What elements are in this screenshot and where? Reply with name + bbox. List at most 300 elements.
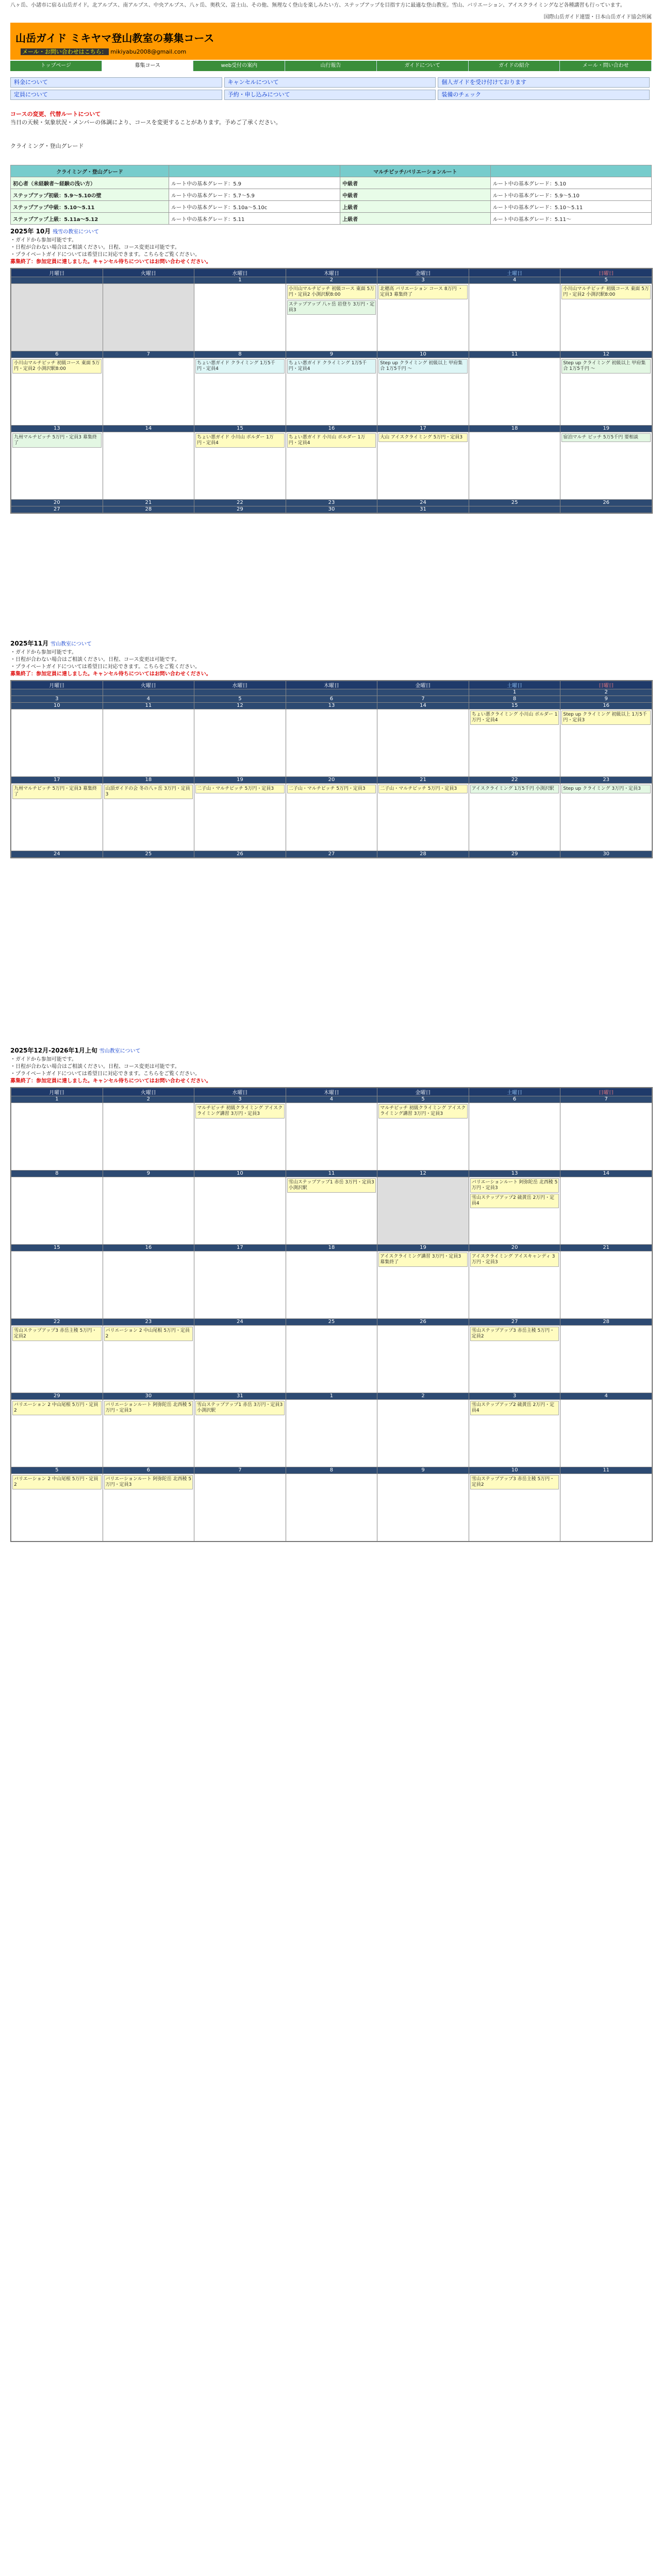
subnav-private[interactable]: 個人ガイドを受け付けております (438, 77, 650, 88)
grade-head-1: クライミング・登山グレード (11, 165, 169, 177)
event-card[interactable]: 小川山マルチピッチ 初級コース 東面 5万円・定員2 小渕沢駅8:00 (12, 359, 102, 374)
event-card[interactable]: Step up クライミング 初級以上 甲府集合 1万5千円 〜 (378, 359, 468, 374)
day-cell (11, 1326, 103, 1393)
day-cell (286, 784, 377, 851)
day-num: 7 (560, 1096, 652, 1103)
day-cell (103, 358, 194, 426)
day-num: 8 (11, 1171, 103, 1177)
day-num: 4 (103, 696, 194, 703)
day-num: 9 (286, 351, 377, 358)
event-card[interactable]: Step up クライミング 3万円・定員3 (561, 785, 651, 793)
dow-cell: 土曜日 (469, 1088, 560, 1096)
day-cell (194, 1251, 286, 1319)
day-num: 5 (194, 696, 286, 703)
day-num: 27 (286, 851, 377, 858)
nav-item-web[interactable]: web受付の案内 (193, 61, 285, 71)
day-cell (11, 1251, 103, 1319)
day-cell (286, 1103, 377, 1171)
day-num: 17 (194, 1245, 286, 1251)
day-cell (103, 1103, 194, 1171)
event-card[interactable]: バリエーション 2 中山尾根 5万円・定員2 (104, 1327, 193, 1341)
event-card[interactable]: 九州マルチピッチ 5万円・定員3 募集終了 (12, 785, 102, 799)
day-num: 24 (377, 500, 469, 506)
grade-head-3: マルチピッチ/バリエーションルート (340, 165, 491, 177)
day-cell (194, 1400, 286, 1467)
event-card[interactable]: 小川山マルチピッチ 初級コース 東面 5万円・定員2 小渕沢駅8:00 (561, 285, 651, 299)
day-num: 6 (103, 1467, 194, 1474)
dow-cell: 木曜日 (286, 269, 377, 277)
grade-heading: クライミング・登山グレード (10, 143, 84, 149)
site-header (10, 23, 652, 60)
day-cell (194, 1474, 286, 1541)
day-num: 7 (103, 351, 194, 358)
day-num: 4 (286, 1096, 377, 1103)
day-cell (469, 709, 560, 777)
banner-affiliation: 国際山岳ガイド連盟・日本山岳ガイド協会所属 (543, 14, 652, 20)
grade-cell: ルート中の基本グレード：5.9〜5.10 (490, 189, 651, 201)
day-num: 30 (286, 506, 377, 513)
day-cell (11, 1400, 103, 1467)
dow-cell: 月曜日 (11, 681, 103, 689)
subnav-cancel[interactable]: キャンセルについて (224, 77, 436, 88)
event-card[interactable]: ちょい悪ガイド クライミング 1万5千円・定員4 (195, 359, 285, 374)
grade-cell: 中級者 (340, 189, 491, 201)
day-num: 5 (560, 277, 652, 284)
event-card[interactable]: バリエーションルート 阿弥陀岳 北西稜 5万円・定員3 (104, 1475, 193, 1489)
day-num: 27 (469, 1319, 560, 1326)
event-card[interactable]: 雪山ステップアップ3 赤岳主稜 5万円・定員2 (470, 1327, 559, 1341)
day-cell (377, 1251, 469, 1319)
day-cell (560, 784, 652, 851)
day-num: 22 (11, 1319, 103, 1326)
day-num (11, 689, 103, 696)
month-link[interactable]: 雪山教室について (99, 1048, 141, 1054)
day-cell (377, 1474, 469, 1541)
day-num: 2 (377, 1393, 469, 1400)
day-num: 18 (103, 777, 194, 784)
grade-cell: 初心者（未経験者〜経験の浅い方） (11, 177, 169, 189)
day-cell (377, 1400, 469, 1467)
month-title-nov (10, 639, 92, 648)
day-num (469, 506, 560, 513)
day-num: 3 (377, 277, 469, 284)
day-cell (194, 1103, 286, 1171)
day-num (194, 689, 286, 696)
day-cell (560, 1177, 652, 1245)
day-cell (103, 784, 194, 851)
dow-cell: 金曜日 (377, 681, 469, 689)
day-cell (11, 358, 103, 426)
day-num: 14 (560, 1171, 652, 1177)
day-cell (560, 432, 652, 500)
day-cell (377, 1103, 469, 1171)
day-cell (286, 709, 377, 777)
day-num: 31 (194, 1393, 286, 1400)
nav-item-guide[interactable]: ガイドについて (377, 61, 469, 71)
day-num: 4 (560, 1393, 652, 1400)
day-num: 29 (469, 851, 560, 858)
page-title: 山岳ガイド ミキヤマ登山教室の募集コース (15, 32, 214, 44)
day-num: 19 (194, 777, 286, 784)
day-num: 7 (194, 1467, 286, 1474)
day-cell (377, 284, 469, 351)
day-cell (469, 358, 560, 426)
day-num: 1 (286, 1393, 377, 1400)
day-num: 1 (469, 689, 560, 696)
day-num: 14 (377, 703, 469, 709)
day-cell (103, 1326, 194, 1393)
day-cell (194, 432, 286, 500)
event-card[interactable]: マルチピッチ 初級クライミング アイスクライミング講習 3万円・定員3 (195, 1104, 285, 1118)
day-num: 3 (194, 1096, 286, 1103)
day-num: 20 (469, 1245, 560, 1251)
dow-cell: 土曜日 (469, 681, 560, 689)
nav-item-mail[interactable]: メール・問い合わせ (560, 61, 652, 71)
event-card[interactable]: Step up クライミング 初級以上 甲府集合 1万5千円 〜 (561, 359, 651, 374)
grade-cell: ルート中の基本グレード：5.7〜5.9 (169, 189, 340, 201)
day-num: 9 (560, 696, 652, 703)
day-num: 1 (194, 277, 286, 284)
day-num: 26 (560, 500, 652, 506)
event-card[interactable]: 二子山・マルチピッチ 5万円・定員3 (195, 785, 285, 793)
grade-cell: ルート中の基本グレード：5.10 (490, 177, 651, 189)
day-cell (469, 1251, 560, 1319)
day-num: 3 (11, 696, 103, 703)
route-change-title: コースの変更、代替ルートについて (10, 111, 101, 117)
dow-cell: 水曜日 (194, 269, 286, 277)
dow-cell: 木曜日 (286, 1088, 377, 1096)
day-num: 8 (286, 1467, 377, 1474)
dow-cell: 月曜日 (11, 269, 103, 277)
day-num: 19 (377, 1245, 469, 1251)
day-num: 10 (11, 703, 103, 709)
event-card[interactable]: 二子山・マルチピッチ 5万円・定員3 (378, 785, 468, 793)
subnav-fee[interactable]: 料金について (10, 77, 222, 88)
day-num: 2 (560, 689, 652, 696)
day-cell (469, 432, 560, 500)
day-num: 13 (286, 703, 377, 709)
day-num: 31 (377, 506, 469, 513)
dow-cell: 日曜日 (560, 1088, 652, 1096)
nav-item-courses[interactable]: 募集コース (102, 61, 194, 71)
month-title-dec (10, 1046, 140, 1055)
grade-cell: ステップアップ上級：5.11a〜5.12 (11, 213, 169, 225)
dow-cell: 水曜日 (194, 681, 286, 689)
event-card[interactable]: 九州マルチピッチ 5万円・定員3 募集終了 (12, 433, 102, 448)
note-line: ・日程が合わない場合はご相談ください。日程、コース変更は可能です。 (10, 245, 180, 250)
grade-cell: 中級者 (340, 177, 491, 189)
day-cell (194, 284, 286, 351)
event-card[interactable]: ステップアップ 八ヶ岳 岩登り 3万円・定員3 (287, 300, 376, 315)
event-card[interactable]: バリエーションルート 阿弥陀岳 北西稜 5万円・定員3 (470, 1178, 559, 1193)
day-num: 18 (469, 426, 560, 432)
day-num: 16 (103, 1245, 194, 1251)
nav-item-top[interactable]: トップページ (10, 61, 102, 71)
event-card[interactable]: バリエーション 2 中山尾根 5万円・定員2 (12, 1401, 102, 1415)
day-cell (560, 1474, 652, 1541)
table-row (11, 201, 652, 213)
day-num: 2 (103, 1096, 194, 1103)
day-num: 28 (377, 851, 469, 858)
day-cell (103, 284, 194, 351)
event-card[interactable]: 雪山ステップアップ3 赤岳主稜 5万円・定員2 (12, 1327, 102, 1341)
event-card[interactable]: アイスクライミング 1万5千円 小渕沢駅 (470, 785, 559, 793)
day-num: 7 (377, 696, 469, 703)
note-line: ・ガイドから参加可能です。 (10, 1057, 77, 1062)
day-num: 12 (194, 703, 286, 709)
day-num: 26 (194, 851, 286, 858)
day-num: 28 (560, 1319, 652, 1326)
day-num (377, 689, 469, 696)
month-title-text: 2025年12月-2026年1月上旬 (10, 1047, 97, 1054)
day-cell (286, 1474, 377, 1541)
event-card[interactable]: ちょい悪ガイド クライミング 1万5千円・定員4 (287, 359, 376, 374)
month-link[interactable]: 雪山教室について (50, 641, 92, 647)
day-cell (286, 1251, 377, 1319)
notes-dec (10, 1056, 652, 1085)
day-num: 12 (560, 351, 652, 358)
day-num: 3 (469, 1393, 560, 1400)
event-card[interactable]: アイスクライミング講習 3万円・定員3 募集終了 (378, 1252, 468, 1267)
note-line: 募集終了：参加定員に達しました。キャンセル待ちについてはお問い合わせください。 (10, 671, 211, 677)
grade-cell: ステップアップ中級：5.10〜5.11 (11, 201, 169, 213)
day-num: 13 (469, 1171, 560, 1177)
notes-nov (10, 649, 652, 678)
grade-cell: 上級者 (340, 213, 491, 225)
day-num: 17 (11, 777, 103, 784)
day-cell (377, 1177, 469, 1245)
day-cell (377, 358, 469, 426)
day-cell (286, 1177, 377, 1245)
event-card[interactable]: ちょい悪ガイド 小川山 ボルダー 1万円・定員4 (287, 433, 376, 448)
day-num: 5 (11, 1467, 103, 1474)
day-cell (377, 709, 469, 777)
subnav-capacity[interactable]: 定員について (10, 90, 222, 100)
day-num: 15 (194, 426, 286, 432)
dow-cell: 火曜日 (103, 269, 194, 277)
day-num: 9 (377, 1467, 469, 1474)
grade-table (10, 165, 652, 225)
day-num: 25 (103, 851, 194, 858)
grade-cell: ステップアップ初級：5.9〜5.10の壁 (11, 189, 169, 201)
table-row (11, 177, 652, 189)
calendar-oct (10, 268, 653, 514)
dow-cell: 日曜日 (560, 269, 652, 277)
nav-item-report[interactable]: 山行報告 (285, 61, 377, 71)
day-cell (11, 1474, 103, 1541)
main-nav (10, 61, 652, 71)
day-num (11, 277, 103, 284)
day-cell (103, 709, 194, 777)
note-line: ・日程が合わない場合はご相談ください。日程、コース変更は可能です。 (10, 1064, 180, 1070)
day-cell (103, 1177, 194, 1245)
day-num: 4 (469, 277, 560, 284)
day-num: 17 (377, 426, 469, 432)
day-num: 25 (469, 500, 560, 506)
day-num: 24 (194, 1319, 286, 1326)
day-cell (377, 784, 469, 851)
contact-label: メール・お問い合わせはこちら： (21, 48, 109, 55)
day-cell (560, 284, 652, 351)
day-num: 19 (560, 426, 652, 432)
event-card[interactable]: 山頂ガイドの会 冬の八ヶ岳 3万円・定員3 (104, 785, 193, 799)
day-cell (286, 1400, 377, 1467)
day-num: 11 (469, 351, 560, 358)
day-cell (103, 1400, 194, 1467)
day-cell (469, 784, 560, 851)
dow-cell: 木曜日 (286, 681, 377, 689)
day-cell (560, 709, 652, 777)
event-card[interactable]: 小川山マルチピッチ 初級コース 東面 5万円・定員2 小渕沢駅8:00 (287, 285, 376, 299)
table-row (11, 213, 652, 225)
grade-cell: ルート中の基本グレード：5.10〜5.11 (490, 201, 651, 213)
day-num: 23 (103, 1319, 194, 1326)
note-line: ・プライベートガイドについては希望日に対応できます。こちらをご覧ください。 (10, 1071, 201, 1077)
event-card[interactable]: ちょい悪ガイド 小川山 ボルダー 1万円・定員4 (195, 433, 285, 448)
day-num: 16 (286, 426, 377, 432)
dow-cell: 火曜日 (103, 1088, 194, 1096)
day-num: 11 (286, 1171, 377, 1177)
day-cell (469, 1177, 560, 1245)
event-card[interactable]: バリエーションルート 阿弥陀岳 北西稜 5万円・定員3 (104, 1401, 193, 1415)
day-num: 25 (286, 1319, 377, 1326)
day-num: 2 (286, 277, 377, 284)
note-line: ・プライベートガイドについては希望日に対応できます。こちらをご覧ください。 (10, 252, 201, 258)
day-num: 21 (560, 1245, 652, 1251)
day-cell (286, 284, 377, 351)
day-num: 5 (377, 1096, 469, 1103)
day-cell (560, 358, 652, 426)
sub-nav (10, 77, 652, 102)
day-num: 30 (560, 851, 652, 858)
day-num: 16 (560, 703, 652, 709)
day-num (286, 689, 377, 696)
dow-cell: 金曜日 (377, 269, 469, 277)
day-num: 28 (103, 506, 194, 513)
event-card[interactable]: 雪山ステップアップ1 赤岳 3万円・定員3 小渕沢駅 (195, 1401, 285, 1415)
day-num (103, 689, 194, 696)
day-cell (194, 784, 286, 851)
day-cell (560, 1251, 652, 1319)
contact-email[interactable]: mikiyabu2008@gmail.com (110, 48, 187, 55)
calendar-dec (10, 1087, 653, 1542)
day-cell (286, 432, 377, 500)
day-num: 10 (194, 1171, 286, 1177)
table-row (11, 189, 652, 201)
day-cell (469, 1326, 560, 1393)
event-card[interactable]: Step up クライミング 初級以上 1万5千円・定員3 (561, 710, 651, 725)
day-cell (103, 1474, 194, 1541)
day-num: 6 (286, 696, 377, 703)
day-cell (103, 1251, 194, 1319)
day-num: 20 (11, 500, 103, 506)
event-card[interactable]: 雪山ステップアップ2 硫黄岳 2万円・定員4 (470, 1401, 559, 1415)
subnav-reserve[interactable]: 予約・申し込みについて (224, 90, 436, 100)
grade-head-4 (490, 165, 651, 177)
day-num: 12 (377, 1171, 469, 1177)
day-cell (11, 284, 103, 351)
note-line: 募集終了：参加定員に達しました。キャンセル待ちについてはお問い合わせください。 (10, 1078, 211, 1084)
event-card[interactable]: 雪山ステップアップ3 赤岳主稜 5万円・定員2 (470, 1475, 559, 1489)
grade-cell: ルート中の基本グレード：5.11〜 (490, 213, 651, 225)
grade-head-2 (169, 165, 340, 177)
day-num: 29 (11, 1393, 103, 1400)
day-cell (194, 709, 286, 777)
day-num: 11 (103, 703, 194, 709)
event-card[interactable]: 雪山ステップアップ1 赤岳 3万円・定員3 小渕沢駅 (287, 1178, 376, 1193)
dow-cell: 水曜日 (194, 1088, 286, 1096)
event-card[interactable]: 北穂高 バリエーション コース 8万円 ・定員3 募集終了 (378, 285, 468, 299)
day-num: 10 (377, 351, 469, 358)
day-num: 21 (377, 777, 469, 784)
event-card[interactable]: ちょい悪クライミング 小川山 ボルダー 1万円・定員4 (470, 710, 559, 725)
day-cell (286, 358, 377, 426)
grade-cell: ルート中の基本グレード：5.9 (169, 177, 340, 189)
day-cell (377, 432, 469, 500)
day-num: 11 (560, 1467, 652, 1474)
day-num: 13 (11, 426, 103, 432)
event-card[interactable]: 二子山・マルチピッチ 5万円・定員3 (287, 785, 376, 793)
intro-section (10, 110, 652, 150)
route-change-body: 当日の天候・気象状況・メンバーの体調により、コースを変更することがあります。予めご了承ください。 (10, 119, 282, 126)
day-cell (469, 1400, 560, 1467)
month-title-text: 2025年 10月 (10, 228, 51, 235)
day-cell (194, 1326, 286, 1393)
day-num (103, 277, 194, 284)
subnav-gear[interactable]: 装備のチェック (438, 90, 650, 100)
day-num: 23 (286, 500, 377, 506)
day-cell (194, 358, 286, 426)
day-cell (560, 1400, 652, 1467)
day-num: 21 (103, 500, 194, 506)
event-card[interactable]: 大山 アイスクライミング 5万円・定員3 (378, 433, 468, 442)
day-num: 8 (469, 696, 560, 703)
day-cell (11, 1103, 103, 1171)
event-card[interactable]: マルチピッチ 初級クライミング アイスクライミング講習 3万円・定員3 (378, 1104, 468, 1118)
dow-cell: 火曜日 (103, 681, 194, 689)
note-line: ・ガイドから参加可能です。 (10, 650, 77, 655)
day-num: 24 (11, 851, 103, 858)
day-num (560, 506, 652, 513)
day-cell (286, 1326, 377, 1393)
day-cell (11, 1177, 103, 1245)
day-num: 23 (560, 777, 652, 784)
day-num: 15 (469, 703, 560, 709)
day-cell (560, 1103, 652, 1171)
day-num: 6 (11, 351, 103, 358)
day-cell (103, 432, 194, 500)
day-num: 18 (286, 1245, 377, 1251)
day-cell (11, 784, 103, 851)
note-line: 募集終了：参加定員に達しました。キャンセル待ちについてはお問い合わせください。 (10, 259, 211, 265)
nav-item-intro[interactable]: ガイドの紹介 (469, 61, 560, 71)
day-num: 14 (103, 426, 194, 432)
event-card[interactable]: 宿泊マルチ ピッチ 5万5千円 要相談 (561, 433, 651, 442)
day-cell (560, 1326, 652, 1393)
event-card[interactable]: アイスクライミング アイスキャンディ 3万円・定員3 (470, 1252, 559, 1267)
month-link[interactable]: 残雪の教室について (53, 229, 99, 235)
grade-cell: ルート中の基本グレード：5.10a〜5.10c (169, 201, 340, 213)
event-card[interactable]: 雪山ステップアップ2 硫黄岳 2万円・定員4 (470, 1194, 559, 1208)
day-num: 6 (469, 1096, 560, 1103)
day-num: 22 (469, 777, 560, 784)
note-line: ・日程が合わない場合はご相談ください。日程、コース変更は可能です。 (10, 657, 180, 663)
day-cell (194, 1177, 286, 1245)
grade-cell: ルート中の基本グレード：5.11 (169, 213, 340, 225)
note-line: ・ガイドから参加可能です。 (10, 238, 77, 243)
day-num: 22 (194, 500, 286, 506)
event-card[interactable]: バリエーション 2 中山尾根 5万円・定員2 (12, 1475, 102, 1489)
